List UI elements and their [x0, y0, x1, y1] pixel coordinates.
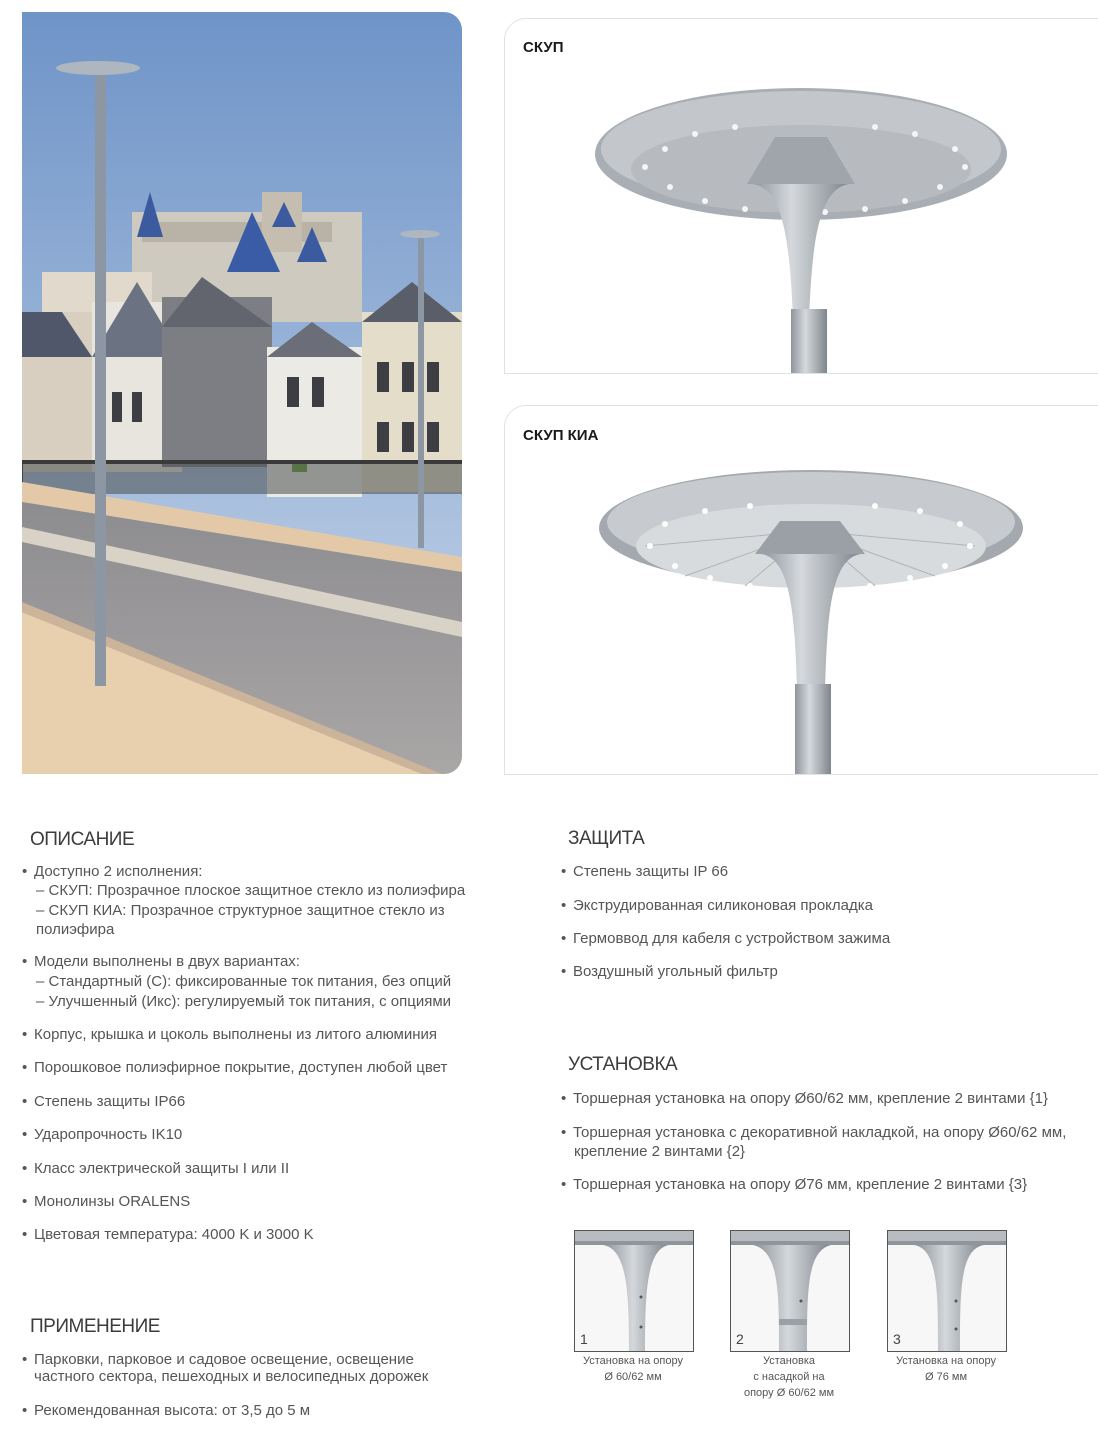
street-photo: [22, 12, 462, 774]
bullet-dot: •: [22, 953, 28, 970]
installation-bullet-cont: крепление 2 винтами {2}: [574, 1143, 746, 1160]
product-title: СКУП КИА: [523, 427, 599, 444]
product-card-skup: [504, 18, 1098, 374]
description-sub: – Стандартный (С): фиксированные ток питания, без опций: [36, 973, 452, 990]
protection-title: ЗАЩИТА: [568, 828, 645, 849]
mount-caption-1: Установка на опору Ø 60/62 мм: [583, 1355, 683, 1383]
description-sub: – СКУП: Прозрачное плоское защитное стекло из полиэфира: [36, 882, 466, 899]
mount-3-image: [888, 1231, 1006, 1351]
mount-caption-2: Установка с насадкой на опору Ø 60/62 мм: [743, 1355, 835, 1399]
mount-option-2: [730, 1230, 850, 1352]
mount-number: 2: [736, 1331, 744, 1347]
application-bullet-cont: частного сектора, пешеходных и велосипедных дорожек: [34, 1368, 429, 1385]
mount-number: 3: [893, 1331, 901, 1347]
bullet-dot: •: [22, 863, 28, 880]
description-sub: – Улучшенный (Икс): регулируемый ток питания, с опциями: [36, 993, 452, 1010]
application-title: ПРИМЕНЕНИЕ: [30, 1316, 160, 1337]
description-sub: – СКУП КИА: Прозрачное структурное защитное стекло из: [36, 902, 445, 919]
mount-1-image: [575, 1231, 693, 1351]
mount-option-3: [887, 1230, 1007, 1352]
mount-caption-3: Установка на опору Ø 76 мм: [896, 1355, 996, 1383]
product-card-skup-kia: [504, 405, 1098, 775]
mount-option-1: [574, 1230, 694, 1352]
luminaire-image-skup-kia: [505, 406, 1098, 774]
luminaire-image-skup: [505, 19, 1098, 373]
product-title: СКУП: [523, 39, 564, 56]
description-title: ОПИСАНИЕ: [30, 829, 135, 850]
mount-number: 1: [580, 1331, 588, 1347]
mount-2-image: [731, 1231, 849, 1351]
description-sub: полиэфира: [36, 921, 115, 938]
installation-title: УСТАНОВКА: [568, 1054, 678, 1075]
